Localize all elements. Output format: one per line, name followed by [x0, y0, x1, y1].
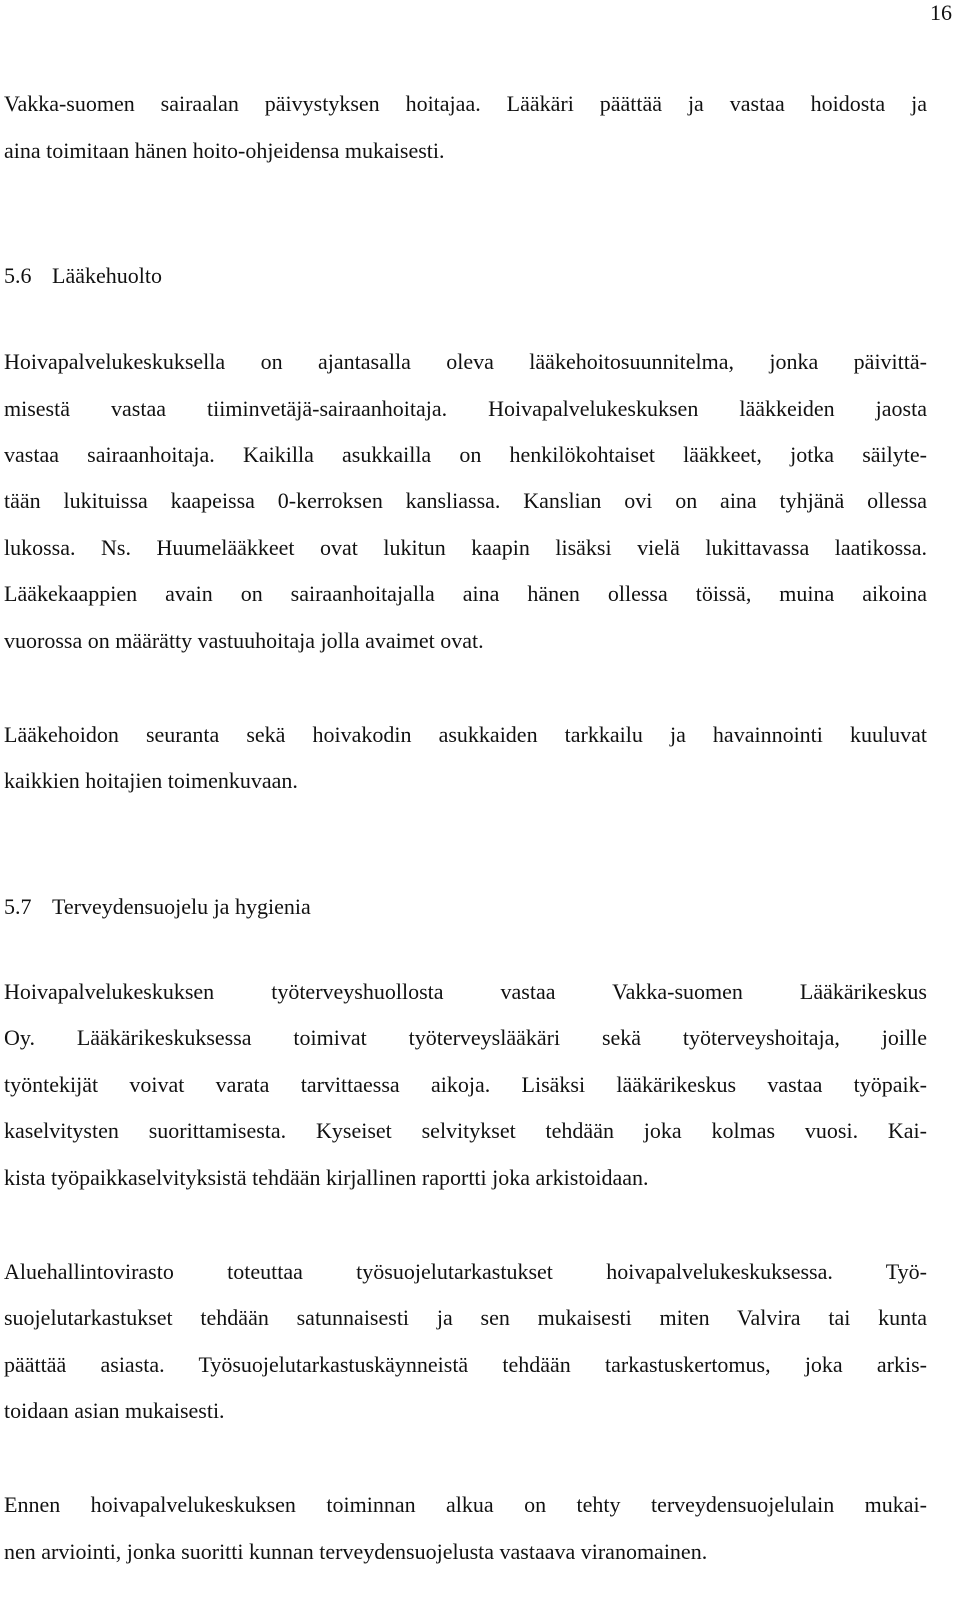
text-line: kista työpaikkaselvityksistä tehdään kirjallinen raportti joka arkistoidaan.	[4, 1165, 649, 1190]
section-heading-5-7	[4, 893, 927, 921]
text-line: lukossa. Ns. Huumelääkkeet ovat lukitun kaapin lisäksi vielä lukittavassa laatikossa.	[4, 535, 927, 560]
text-line: toidaan asian mukaisesti.	[4, 1398, 225, 1423]
text-line: Ennen hoivapalvelukeskuksen toiminnan alkua on tehty terveydensuojelulain mukai-	[4, 1492, 927, 1517]
text-line: Lääkehoidon seuranta sekä hoivakodin asukkaiden tarkkailu ja havainnointi kuuluvat	[4, 722, 927, 747]
text-line: nen arviointi, jonka suoritti kunnan terveydensuojelusta vastaava viranomainen.	[4, 1539, 708, 1564]
text-line: tään lukituissa kaapeissa 0-kerroksen kansliassa. Kanslian ovi on aina tyhjänä ollessa	[4, 488, 927, 513]
page-number: 16	[930, 0, 952, 25]
text-line: Aluehallintovirasto toteuttaa työsuojelutarkastukset hoivapalvelukeskuksessa. Työ-	[4, 1259, 927, 1284]
text-line: suojelutarkastukset tehdään satunnaisesti ja sen mukaisesti miten Valvira tai kunta	[4, 1305, 927, 1330]
text-line: työntekijät voivat varata tarvittaessa aikoja. Lisäksi lääkärikeskus vastaa työpaik-	[4, 1072, 927, 1097]
text-line: misestä vastaa tiiminvetäjä-sairaanhoitaja. Hoivapalvelukeskuksen lääkkeiden jaosta	[4, 396, 927, 421]
text-line: vastaa sairaanhoitaja. Kaikilla asukkailla on henkilökohtaiset lääkkeet, jotka säilyte-	[4, 442, 927, 467]
text-line: Hoivapalvelukeskuksen työterveyshuollosta vastaa Vakka-suomen Lääkärikeskus	[4, 979, 927, 1004]
text-line: Oy. Lääkärikeskuksessa toimivat työterveyslääkäri sekä työterveyshoitaja, joille	[4, 1025, 927, 1050]
section-number: 5.6	[4, 263, 32, 288]
text-line: Lääkekaappien avain on sairaanhoitajalla aina hänen ollessa töissä, muina aikoina	[4, 581, 927, 606]
section-heading-5-6	[4, 262, 927, 290]
text-line: päättää asiasta. Työsuojelutarkastuskäynneistä tehdään tarkastuskertomus, joka arkis-	[4, 1352, 927, 1377]
section-number: 5.7	[4, 894, 32, 919]
text-line: kaselvitysten suorittamisesta. Kyseiset selvitykset tehdään joka kolmas vuosi. Kai-	[4, 1118, 927, 1143]
section-title: Terveydensuojelu ja hygienia	[52, 894, 311, 919]
text-line: Vakka-suomen sairaalan päivystyksen hoitajaa. Lääkäri päättää ja vastaa hoidosta ja	[4, 91, 927, 116]
section-title: Lääkehuolto	[52, 263, 162, 288]
text-line: vuorossa on määrätty vastuuhoitaja jolla avaimet ovat.	[4, 628, 484, 653]
text-line: aina toimitaan hänen hoito-ohjeidensa mukaisesti.	[4, 138, 445, 163]
text-line: kaikkien hoitajien toimenkuvaan.	[4, 768, 298, 793]
text-line: Hoivapalvelukeskuksella on ajantasalla oleva lääkehoitosuunnitelma, jonka päivittä-	[4, 349, 927, 374]
